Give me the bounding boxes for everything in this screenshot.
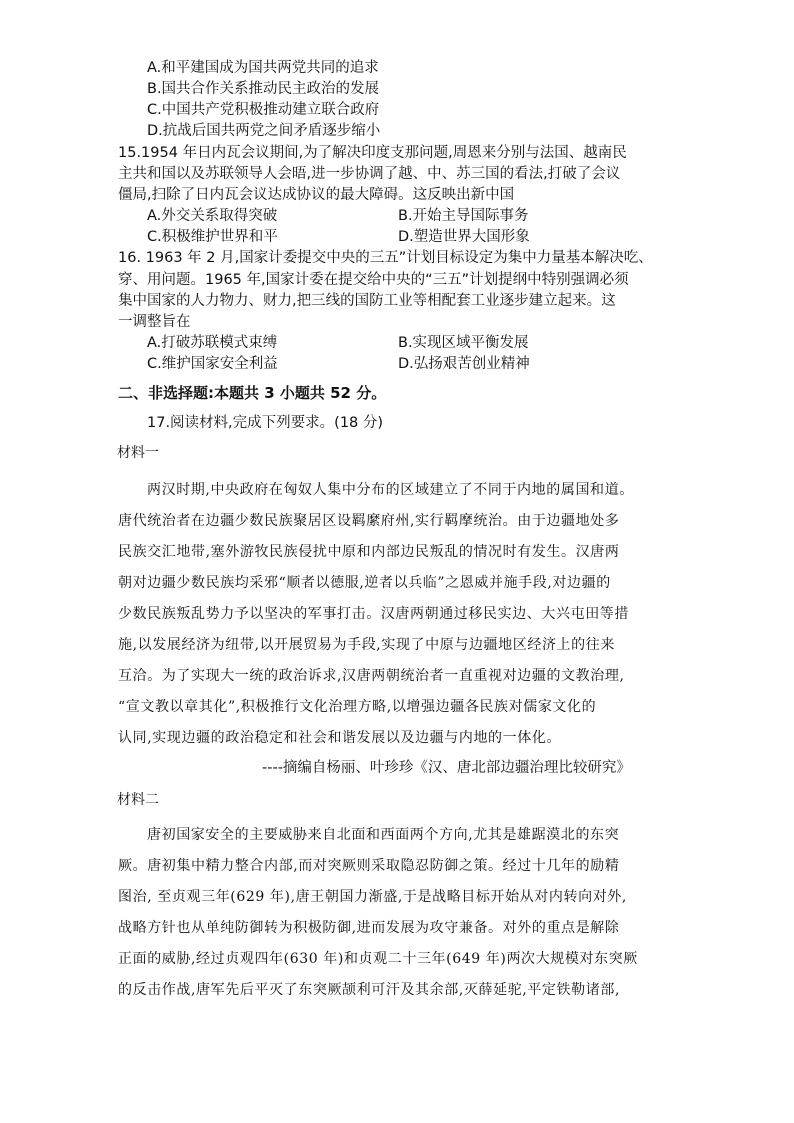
material2-label: 材料二 (117, 792, 159, 808)
q14-option-d: D.抗战后国共两党之间矛盾逐步缩小 (147, 123, 381, 139)
q15-stem-line: 15.1954 年日内瓦会议期间,为了解决印度支那问题,周恩来分别与法国、越南民 (118, 145, 627, 161)
material1-line: 民族交汇地带,塞外游牧民族侵扰中原和内部边民叛乱的情况时有发生。汉唐两 (118, 544, 620, 560)
q14-option-a: A.和平建国成为国共两党共同的追求 (147, 60, 379, 76)
material1-line: 认同,实现边疆的政治稳定和社会和谐发展以及边疆与内地的一体化。 (118, 730, 562, 746)
material1-line: “宣文教以章其化”,积极推行文化治理方略,以增强边疆各民族对儒家文化的 (118, 699, 597, 715)
material2-line: 图治, 至贞观三年(629 年),唐王朝国力渐盛,于是战略目标开始从对内转向对外, (118, 889, 627, 905)
q16-stem-line: 一调整旨在 (118, 314, 191, 330)
material2-line: 唐初国家安全的主要威胁来自北面和西面两个方向,尤其是雄踞漠北的东突 (147, 827, 620, 843)
material1-line: 唐代统治者在边疆少数民族聚居区设羁縻府州,实行羁摩统治。由于边疆地处多 (118, 513, 620, 529)
q15-option-c: C.积极维护世界和平 (147, 229, 278, 245)
material1-line: 施,以发展经济为纽带,以开展贸易为手段,实现了中原与边疆地区经济上的往来 (118, 637, 615, 653)
q14-option-c: C.中国共产党积极推动建立联合政府 (147, 102, 380, 118)
q14-option-b: B.国共合作关系推动民主政治的发展 (147, 81, 380, 97)
material1-label: 材料一 (117, 445, 159, 461)
q16-stem-line: 16. 1963 年 2 月,国家计委提交中央的三五”计划目标设定为集中力量基本解决吃、 (118, 250, 653, 266)
material1-source: ----摘编自杨丽、叶珍珍《汉、唐北部边疆治理比较研究》 (262, 760, 631, 776)
material2-line: 正面的威胁,经过贞观四年(630 年)和贞观二十三年(649 年)两次大规模对东突厥 (118, 951, 638, 967)
section-heading: 二、非选择题:本题共 3 小题共 52 分。 (118, 384, 387, 402)
material1-line: 互洽。为了实现大一统的政治诉求,汉唐两朝统治者一直重视对边疆的文教治理, (118, 668, 625, 684)
q16-stem-line: 穿、用问题。1965 年,国家计委在提交给中央的“三五”计划提纲中特别强调必须 (118, 272, 629, 288)
material2-line: 战略方针也从单纯防御转为积极防御,进而发展为攻守兼备。对外的重点是解除 (118, 920, 620, 936)
q15-option-b: B.开始主导国际事务 (398, 208, 529, 224)
q16-option-c: C.维护国家安全利益 (147, 356, 278, 372)
q15-stem-line: 僵局,扫除了日内瓦会议达成协议的最大障碍。这反映出新中国 (118, 187, 515, 203)
q16-stem-line: 集中国家的人力物力、财力,把三线的国防工业等相配套工业逐步建立起来。这 (118, 293, 616, 309)
q15-stem-line: 主共和国以及苏联领导人会晤,进一步协调了越、中、苏三国的看法,打破了会议 (118, 166, 621, 182)
material1-line: 朝对边疆少数民族均采邪“顺者以德服,逆者以兵临”之恩威并施手段,对边疆的 (118, 575, 611, 591)
material1-line: 少数民族叛乱势力予以坚决的军事打击。汉唐两朝通过移民实边、大兴屯田等措 (118, 606, 629, 622)
q16-option-d: D.弘扬艰苦创业精神 (398, 356, 530, 372)
q16-option-b: B.实现区域平衡发展 (398, 335, 529, 351)
q15-option-d: D.塑造世界大国形象 (398, 229, 530, 245)
q15-option-a: A.外交关系取得突破 (147, 208, 278, 224)
material2-line: 厥。唐初集中精力整合内部,而对突厥则采取隐忍防御之策。经过十几年的励精 (118, 858, 620, 874)
material2-line: 的反击作战,唐军先后平灭了东突厥颉利可汗及其余部,灭薛延驼,平定铁勒诸部, (118, 982, 620, 998)
material1-line: 两汉时期,中央政府在匈奴人集中分布的区域建立了不同于内地的属国和道。 (147, 482, 634, 498)
q16-option-a: A.打破苏联模式束缚 (147, 335, 278, 351)
q17-stem: 17.阅读材料,完成下列要求。(18 分) (147, 415, 384, 431)
